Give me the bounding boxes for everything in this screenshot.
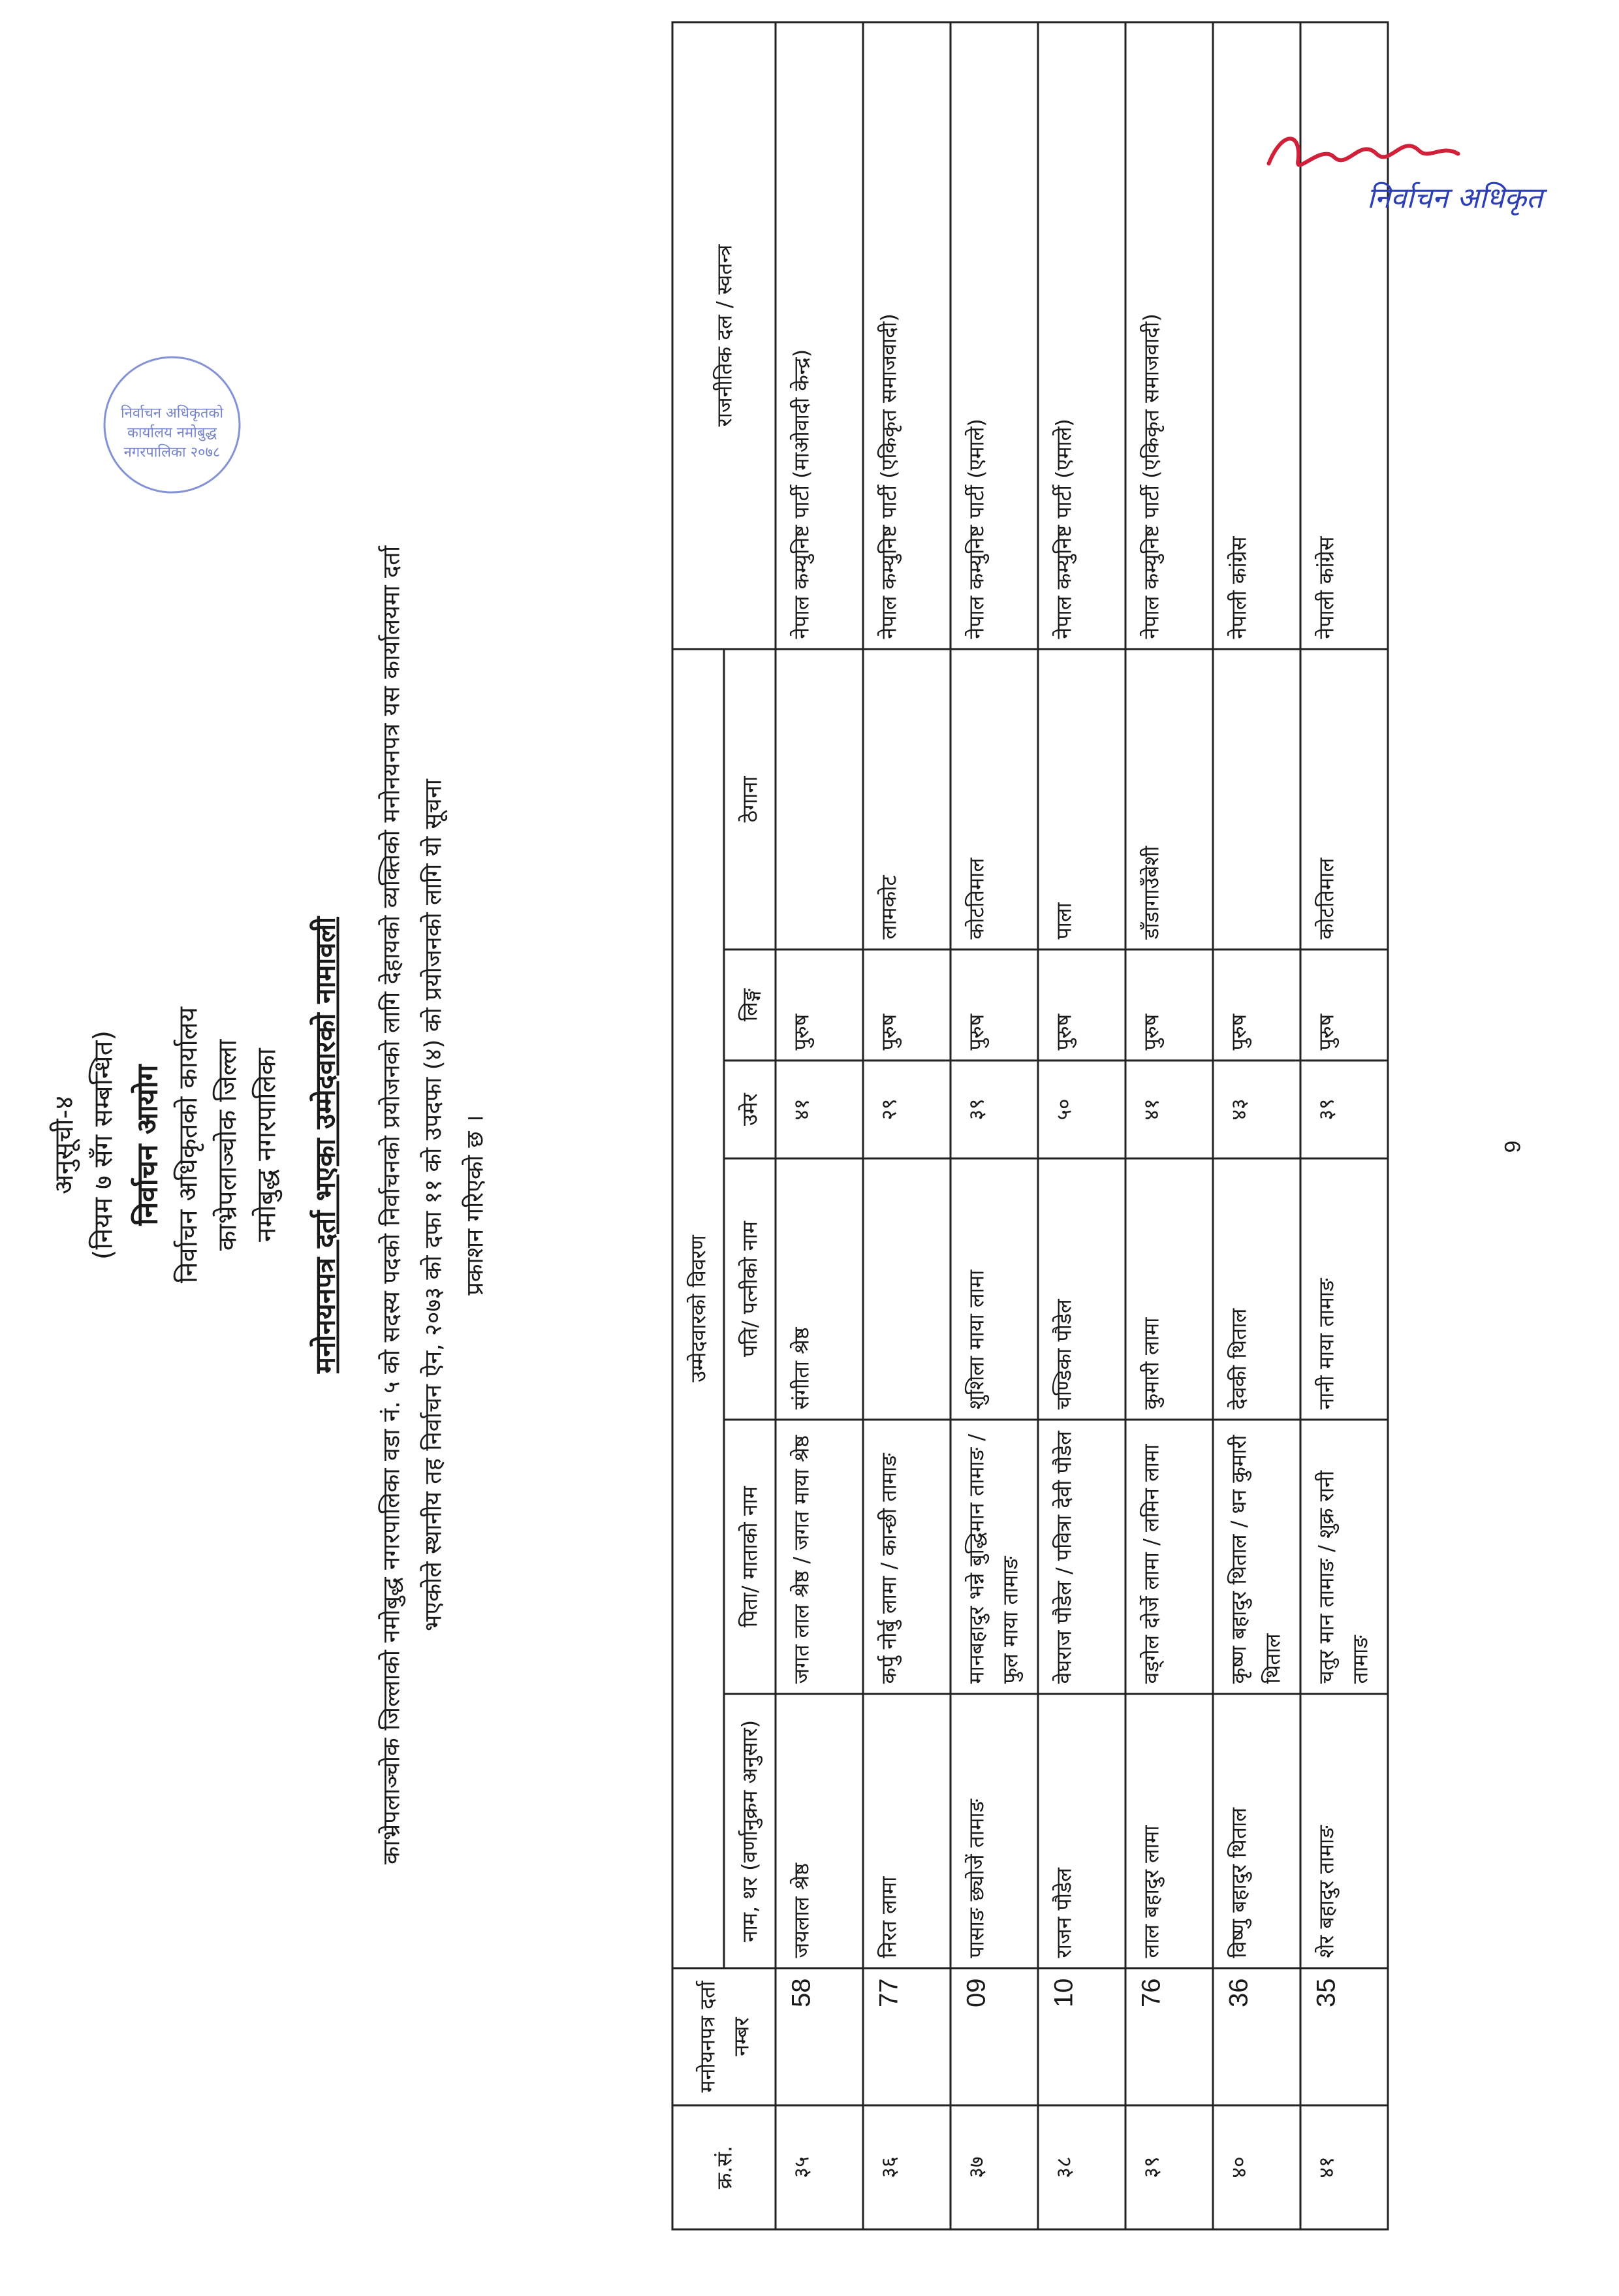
cell-regno: 09 — [951, 1968, 1038, 2105]
municipality-name: नमोबुद्ध नगरपालिका — [251, 1048, 282, 1242]
cell-regno: 58 — [776, 1968, 863, 2105]
cell-gender: पुरुष — [951, 949, 1038, 1060]
district-name: काभ्रेपलाञ्चोक जिल्ला — [212, 1039, 243, 1251]
cell-gender: पुरुष — [863, 949, 951, 1060]
cell-parents: चतुर मान तामाङ / शुक्र रानी तामाङ — [1300, 1420, 1388, 1694]
col-address-header: ठेगाना — [724, 649, 776, 949]
cell-party: नेपाल कम्युनिष्ट पार्टी (माओवादी केन्द्र) — [776, 22, 863, 649]
table-row — [1213, 22, 1300, 2229]
cell-regno: 10 — [1038, 1968, 1125, 2105]
col-gender-header: लिङ्ग — [724, 949, 776, 1060]
col-regno-header: मनोयनपत्र दर्ता नम्बर — [672, 1968, 776, 2105]
cell-address — [776, 649, 863, 949]
rotated-page — [6, 0, 1614, 2296]
cell-address: कोटतिमाल — [951, 649, 1038, 949]
cell-regno: 35 — [1300, 1968, 1388, 2105]
cell-age: ४१ — [776, 1060, 863, 1158]
page-number: 9 — [1500, 1140, 1526, 1153]
list-title: मनोनयनपत्र दर्ता भएका उम्मेदवारको नामावली — [309, 916, 341, 1374]
col-name-header: नाम, थर (वर्णानुक्रम अनुसार) — [724, 1694, 776, 1968]
candidate-table — [672, 21, 1389, 2230]
cell-gender: पुरुष — [1125, 949, 1213, 1060]
office-seal: निर्वाचन अधिकृतको कार्यालय नमोबुद्ध नगरपालिका २०७८ — [104, 357, 241, 494]
cell-address: डाँडागाउँबेशी — [1125, 649, 1213, 949]
cell-parents: मानबहादुर भन्ने बुद्धिमान तामाङ / फुल माया तामाङ — [951, 1420, 1038, 1694]
cell-regno: 36 — [1213, 1968, 1300, 2105]
table-row — [951, 22, 1038, 2229]
cell-sn: ३९ — [1125, 2105, 1213, 2229]
cell-age: ३९ — [951, 1060, 1038, 1158]
cell-spouse: चण्डिका पौडेल — [1038, 1158, 1125, 1420]
table-row — [1300, 22, 1388, 2229]
cell-parents: कर्पु नोर्बु लामा / कान्छी तामाङ — [863, 1420, 951, 1694]
cell-regno: 77 — [863, 1968, 951, 2105]
cell-age: २९ — [863, 1060, 951, 1158]
cell-spouse: शुशिला माया लामा — [951, 1158, 1038, 1420]
cell-party: नेपाल कम्युनिष्ट पार्टी (एकिकृत समाजवादी) — [863, 22, 951, 649]
cell-address: कोटतिमाल — [1300, 649, 1388, 949]
cell-gender: पुरुष — [1300, 949, 1388, 1060]
cell-name: विष्णु बहादुर थिताल — [1213, 1694, 1300, 1968]
cell-age: ५० — [1038, 1060, 1125, 1158]
cell-sn: ४० — [1213, 2105, 1300, 2229]
cell-sn: ३७ — [951, 2105, 1038, 2229]
signature-mark — [1263, 125, 1498, 183]
notice-line-1: काभ्रेपलाञ्चोक जिल्लाको नमोबुद्ध नगरपालिका वडा नं. ५ को सदस्य पदको निर्वाचनको प्रयोजनको लागि देहायको व्यक्तिको मनोनयनपत्र यस कार्यालयमा दर्ता — [378, 545, 405, 1865]
col-party-header: राजनीतिक दल / स्वतन्त्र — [672, 22, 776, 649]
candidate-rows — [776, 22, 1388, 2229]
table-row — [776, 22, 863, 2229]
details-group-header: उम्मेदवारको विवरण — [672, 649, 724, 1968]
cell-spouse: संगीता श्रेष्ठ — [776, 1158, 863, 1420]
cell-gender: पुरुष — [1038, 949, 1125, 1060]
table-row — [863, 22, 951, 2229]
cell-spouse: नानी माया तामाङ — [1300, 1158, 1388, 1420]
cell-sn: ३५ — [776, 2105, 863, 2229]
cell-parents: जगत लाल श्रेष्ठ / जगत माया श्रेष्ठ — [776, 1420, 863, 1694]
cell-age: ४३ — [1213, 1060, 1300, 1158]
cell-name: शेर बहादुर तामाङ — [1300, 1694, 1388, 1968]
cell-name: राजन पौडेल — [1038, 1694, 1125, 1968]
table-row — [1038, 22, 1125, 2229]
schedule-label: अनुसूची-४ — [49, 1096, 80, 1194]
cell-sn: ३६ — [863, 2105, 951, 2229]
col-spouse-header: पति/ पत्नीको नाम — [724, 1158, 776, 1420]
cell-age: ३९ — [1300, 1060, 1388, 1158]
cell-gender: पुरुष — [776, 949, 863, 1060]
cell-sn: ३८ — [1038, 2105, 1125, 2229]
cell-regno: 76 — [1125, 1968, 1213, 2105]
cell-name: पासाङ छ्योजें तामाङ — [951, 1694, 1038, 1968]
cell-name: जयलाल श्रेष्ठ — [776, 1694, 863, 1968]
header-row-1 — [672, 22, 724, 2229]
cell-name: निरत लामा — [863, 1694, 951, 1968]
notice-line-3: प्रकाशन गरिएको छ । — [462, 1115, 489, 1296]
cell-address — [1213, 649, 1300, 949]
cell-party: नेपाल कम्युनिष्ट पार्टी (एकिकृत समाजवादी) — [1125, 22, 1213, 649]
cell-gender: पुरुष — [1213, 949, 1300, 1060]
cell-address: पाला — [1038, 649, 1125, 949]
cell-parents: वेघराज पौडेल / पवित्रा देवी पौडेल — [1038, 1420, 1125, 1694]
cell-sn: ४१ — [1300, 2105, 1388, 2229]
cell-spouse: देवकी थिताल — [1213, 1158, 1300, 1420]
cell-spouse: कुमारी लामा — [1125, 1158, 1213, 1420]
signature-title: निर्वाचन अधिकृत — [1367, 182, 1543, 215]
cell-name: लाल बहादुर लामा — [1125, 1694, 1213, 1968]
cell-parents: कृष्ण बहादुर थिताल / धन कुमारी थिताल — [1213, 1420, 1300, 1694]
cell-party: नेपाली कांग्रेस — [1213, 22, 1300, 649]
cell-party: नेपाल कम्युनिष्ट पार्टी (एमाले) — [951, 22, 1038, 649]
notice-line-2: भएकोले स्थानीय तह निर्वाचन ऐन, २०७३ को दफा ११ को उपदफा (४) को प्रयोजनको लागि यो सूचना — [420, 779, 447, 1631]
cell-spouse — [863, 1158, 951, 1420]
rule-reference: (नियम ७ सँग सम्बन्धित) — [88, 1030, 119, 1260]
commission-name: निर्वाचन आयोग — [131, 1064, 165, 1226]
col-sn-header: क्र.सं. — [672, 2105, 776, 2229]
office-name: निर्वाचन अधिकृतको कार्यालय — [173, 1006, 204, 1284]
col-age-header: उमेर — [724, 1060, 776, 1158]
col-parents-header: पिता/ माताको नाम — [724, 1420, 776, 1694]
notice-paragraph — [371, 454, 497, 1956]
cell-party: नेपाल कम्युनिष्ट पार्टी (एमाले) — [1038, 22, 1125, 649]
cell-address: लामकोट — [863, 649, 951, 949]
cell-parents: वड्गेल दोर्जे लामा / लमिन लामा — [1125, 1420, 1213, 1694]
cell-party: नेपाली कांग्रेस — [1300, 22, 1388, 649]
cell-age: ४१ — [1125, 1060, 1213, 1158]
table-row — [1125, 22, 1213, 2229]
